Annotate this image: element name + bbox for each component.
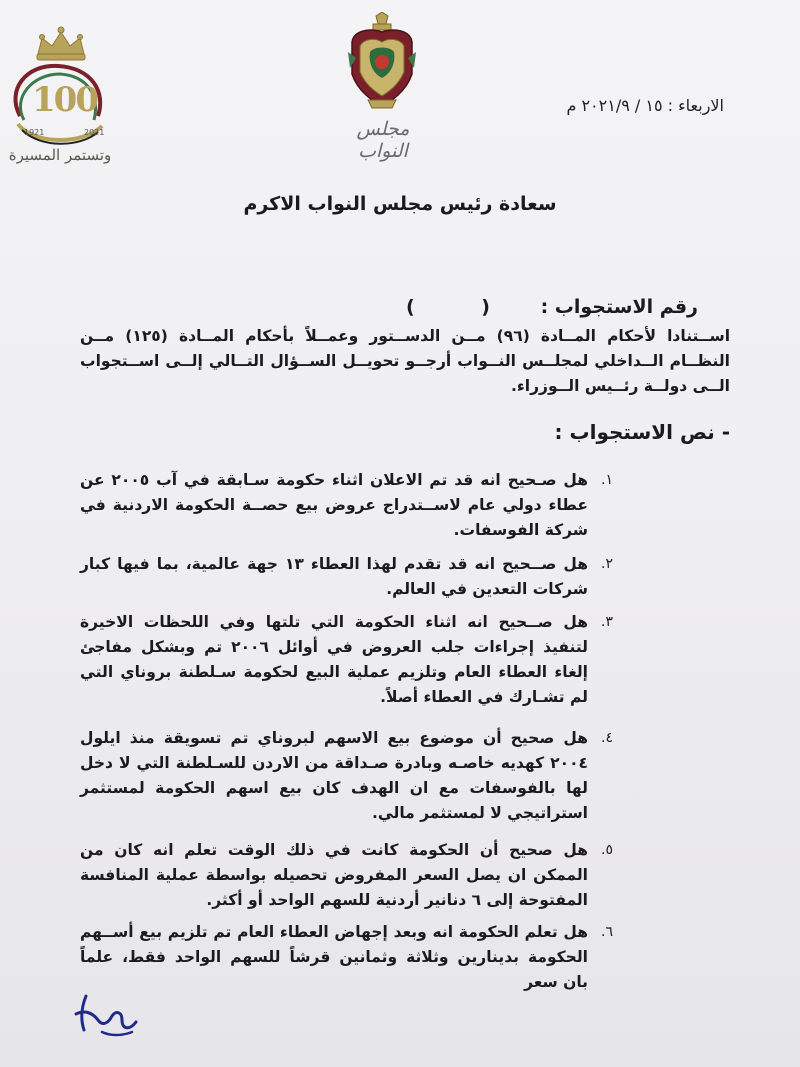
- question-text: هل تعلم الحكومة انه وبعد إجهاض العطاء العام تم تلزيم بيع أســهم الحكومة بدينارين وثلاثة وثمانين قرشاً للسهم الواحد فقط، علماً بان سعر: [80, 923, 588, 991]
- question-text: هل صـحيح انه قد تم الاعلان اثناء حكومة سـابقة في آب ٢٠٠٥ عن عطاء دولي عام لاســتدراج عروض بيع حصــة الحكومة الاردنية في شركة الفوسفات.: [80, 471, 589, 539]
- interpellation-number-label: رقم الاستجواب :: [540, 296, 698, 318]
- question-item: [80, 838, 620, 913]
- question-text: هل صــحيح انه اثناء الحكومة التي تلتها وفي اللحظات الاخيرة لتنفيذ إجراءات جلب العروض في أوائل ٢٠٠٦ تم وبشكل مفاجئ إلغاء العطاء العام وتلزيم عملية البيع لحكومة سـلطنة بروناي التي لم تشـارك في العطاء أصلاً.: [80, 613, 588, 706]
- question-item: [80, 552, 620, 602]
- question-item: [80, 610, 620, 710]
- question-item: [80, 726, 620, 826]
- question-item: [80, 920, 620, 995]
- addressee-line: سعادة رئيس مجلس النواب الاكرم: [243, 193, 557, 215]
- question-number: ٥.: [601, 842, 613, 858]
- question-text: هل صحيح أن موضوع بيع الاسهم لبروناي تم تسويقة منذ ايلول ٢٠٠٤ كهديه خاصـه وبادرة صـداقة من الاردن للسـلطنة التي لا دخل لها بالفوسفات مع ان الهدف كان بيع اسهم الحكومة لمستثمر استراتيجي لا لمستثمر مالي.: [80, 729, 588, 822]
- question-text: هل صحيح أن الحكومة كانت في ذلك الوقت تعلم انه كان من الممكن ان يصل السعر المفروض تحصيله بواسطة عملية المنافسة المفتوحة إلى ٦ دنانير أردنية للسهم الواحد أو أكثر.: [80, 841, 588, 909]
- question-text: هل صــحيح انه قد تقدم لهذا العطاء ١٣ جهة عالمية، بما فيها كبار شركات التعدين في العالم.: [80, 555, 588, 598]
- letter-date: الاربعاء : ١٥ / ٢٠٢١/٩ م: [566, 96, 724, 115]
- question-number: ٣.: [601, 614, 613, 630]
- question-number: ٢.: [601, 556, 613, 572]
- interpellation-text-heading: - نص الاستجواب :: [554, 420, 730, 444]
- question-item: [80, 468, 620, 543]
- interpellation-number-value: ( ): [405, 296, 520, 318]
- intro-paragraph: اســتنادا لأحكام المــادة (٩٦) مــن الدســتور وعمــلاً بأحكام المــادة (١٢٥) مــن النظــام الــداخلي لمجلــس النــواب أرجــو تحويــل الســؤال التــالي إلــى اســتجواب الــى دولــة رئــيس الــوزراء.: [80, 327, 731, 395]
- institution-signature: مجلس النواب: [356, 118, 410, 162]
- interpellation-number-row: [78, 296, 698, 318]
- centennial-tagline: وتستمر المسيرة: [8, 146, 112, 164]
- jordan-coat-of-arms-icon: [346, 12, 418, 112]
- question-number: ٤.: [601, 730, 613, 746]
- year-start: 1921: [24, 128, 45, 137]
- year-end: 2021: [84, 128, 105, 137]
- question-number: ٦.: [601, 924, 613, 940]
- centennial-number: 100: [32, 80, 97, 120]
- handwritten-signature: [72, 990, 142, 1040]
- question-number: ١.: [601, 472, 613, 488]
